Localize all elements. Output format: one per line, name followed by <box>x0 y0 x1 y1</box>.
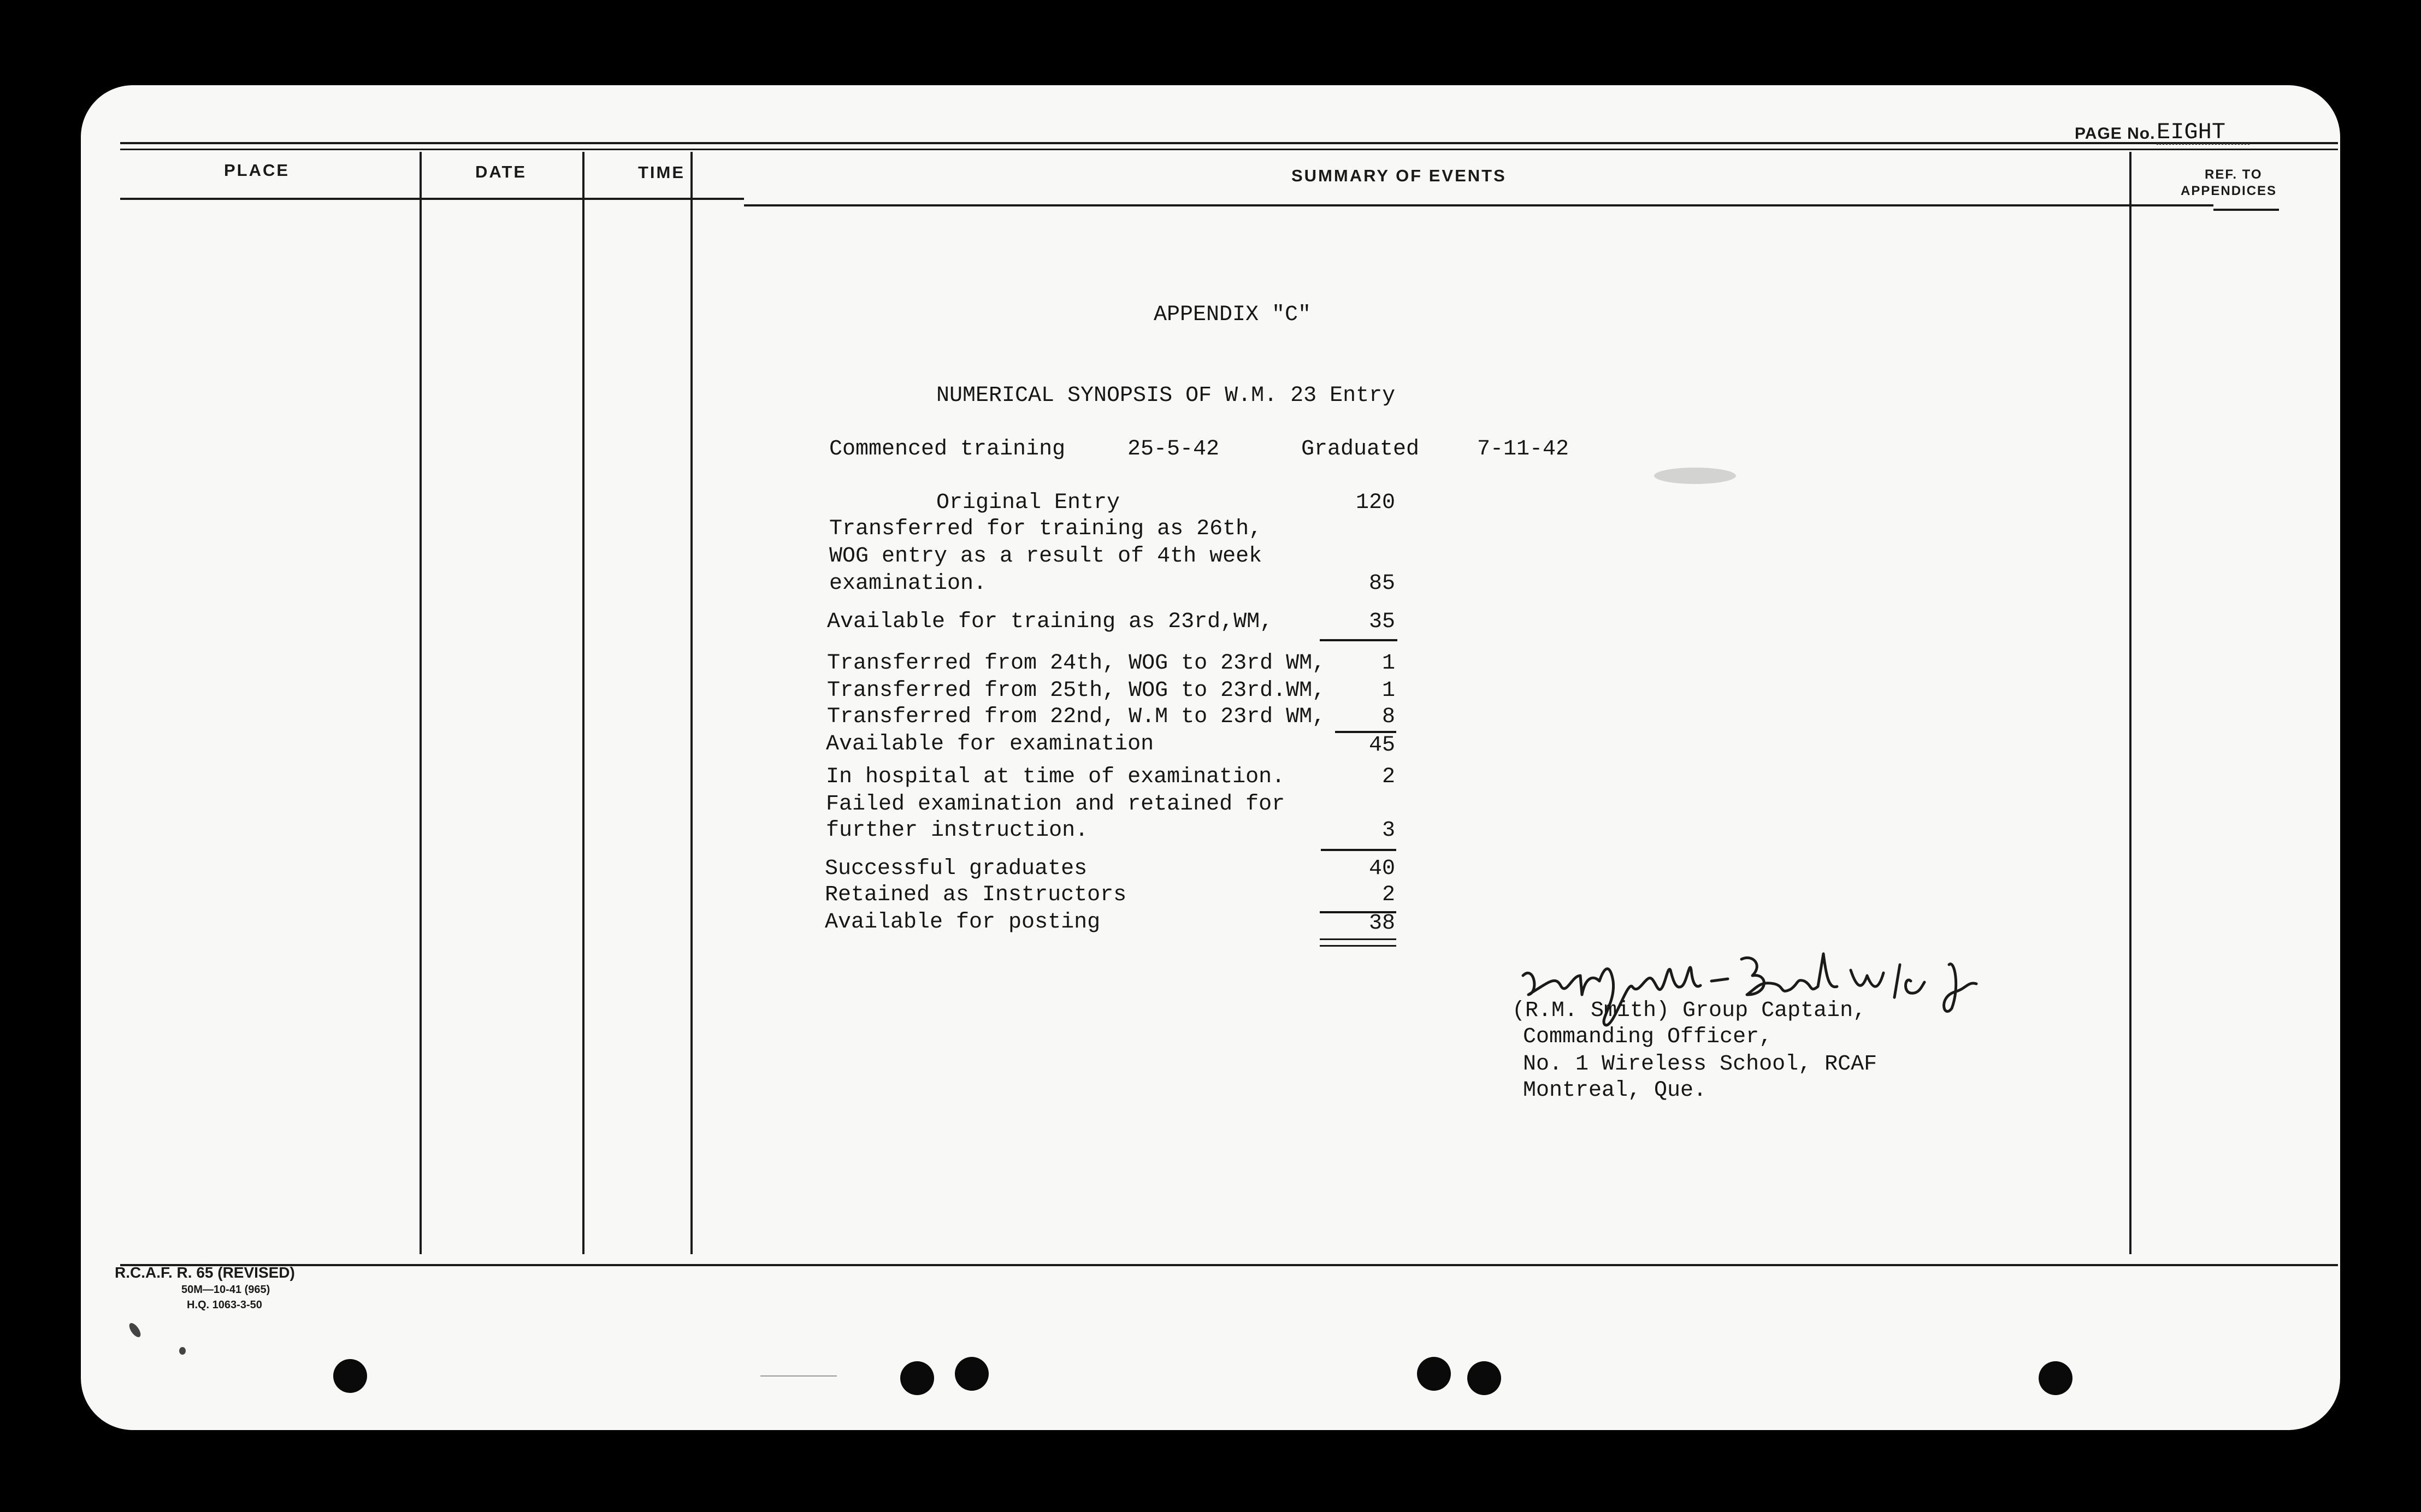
row-label: Retained as Instructors <box>825 883 1127 907</box>
row-label: Transferred from 24th, WOG to 23rd WM, <box>827 651 1326 676</box>
signature-text <box>1517 943 1836 965</box>
column-divider-summary-ref <box>2129 152 2131 1254</box>
header-rule-second <box>120 149 2338 150</box>
row-value: 38 <box>1368 911 1395 936</box>
column-divider-date-time <box>582 152 584 1254</box>
punch-hole <box>333 1359 367 1393</box>
punch-hole <box>900 1361 934 1395</box>
row-label: Available for examination <box>826 732 1154 757</box>
ink-speck <box>127 1321 143 1339</box>
row-label: Transferred from 25th, WOG to 23rd.WM, <box>827 678 1326 703</box>
form-name: R.C.A.F. R. 65 (REVISED) <box>115 1264 295 1281</box>
graduated-label: Graduated <box>1301 437 1420 462</box>
col-header-date: DATE <box>475 162 527 181</box>
row-label: Available for training as 23rd,WM, <box>827 610 1273 634</box>
double-underline-a <box>1320 938 1396 940</box>
row-label: Available for posting <box>825 910 1101 935</box>
signatory-title: Commanding Officer, <box>1523 1025 1773 1049</box>
punch-hole <box>1467 1361 1501 1395</box>
commenced-label: Commenced training <box>829 437 1066 462</box>
commenced-date: 25-5-42 <box>1127 437 1220 462</box>
signatory-unit: No. 1 Wireless School, RCAF <box>1523 1052 1877 1077</box>
col-header-ref-line1: REF. TO <box>2205 167 2263 182</box>
ink-speck <box>1654 468 1736 484</box>
header-rule-top <box>120 142 2338 144</box>
page-no-value: EIGHT <box>2157 119 2226 145</box>
synopsis-title: NUMERICAL SYNOPSIS OF W.M. 23 Entry <box>936 383 1396 408</box>
signatory-location: Montreal, Que. <box>1523 1078 1707 1103</box>
punch-hole <box>955 1357 989 1391</box>
punch-hole <box>1417 1357 1451 1391</box>
row-value: 40 <box>1368 857 1395 881</box>
sum-rule-3 <box>1321 849 1396 851</box>
header-rule-bottom-mid <box>744 204 2213 206</box>
double-underline-b <box>1320 945 1396 947</box>
punch-hole <box>2039 1361 2072 1395</box>
row-label: Failed examination and retained for <box>826 792 1285 817</box>
row-value: 3 <box>1381 818 1395 843</box>
header-rule-bottom-right <box>2213 209 2279 211</box>
column-divider-place-date <box>420 152 422 1254</box>
row-label: further instruction. <box>826 818 1089 843</box>
form-print-code: 50M—10-41 (965) <box>181 1284 270 1296</box>
row-label: examination. <box>829 571 987 596</box>
row-label: In hospital at time of examination. <box>826 765 1285 789</box>
row-value: 1 <box>1381 651 1395 676</box>
column-divider-time-summary <box>690 152 693 1254</box>
signatory-name-rank: (R.M. Smith) Group Captain, <box>1512 999 1867 1023</box>
faint-dash <box>760 1375 837 1377</box>
row-label: Original Entry <box>936 491 1120 515</box>
appendix-title: APPENDIX "C" <box>1154 303 1312 327</box>
row-label: WOG entry as a result of 4th week <box>829 544 1262 569</box>
header-rule-bottom-left <box>120 198 744 200</box>
row-value: 8 <box>1381 705 1395 729</box>
graduated-date: 7-11-42 <box>1477 437 1569 462</box>
row-value: 35 <box>1368 610 1395 634</box>
row-label: Successful graduates <box>825 857 1088 881</box>
col-header-ref-line2: APPENDICES <box>2181 184 2277 198</box>
row-value: 2 <box>1381 765 1395 789</box>
ink-speck <box>179 1347 186 1355</box>
form-hq-code: H.Q. 1063-3-50 <box>187 1299 262 1311</box>
row-value: 1 <box>1381 678 1395 703</box>
row-value: 45 <box>1368 733 1395 758</box>
row-value: 120 <box>1355 491 1395 515</box>
page-no-dots <box>2157 143 2249 145</box>
war-diary-card <box>81 85 2340 1430</box>
sum-rule-1 <box>1320 639 1397 641</box>
row-value: 2 <box>1381 883 1395 907</box>
col-header-summary: SUMMARY OF EVENTS <box>1291 166 1507 185</box>
row-label: Transferred for training as 26th, <box>829 517 1262 541</box>
row-value: 85 <box>1368 571 1395 596</box>
footer-rule <box>120 1264 2338 1266</box>
row-label: Transferred from 22nd, W.M to 23rd WM, <box>827 705 1326 729</box>
col-header-place: PLACE <box>224 161 290 180</box>
page-no-label: PAGE No. <box>2075 125 2156 143</box>
col-header-time: TIME <box>638 163 686 182</box>
